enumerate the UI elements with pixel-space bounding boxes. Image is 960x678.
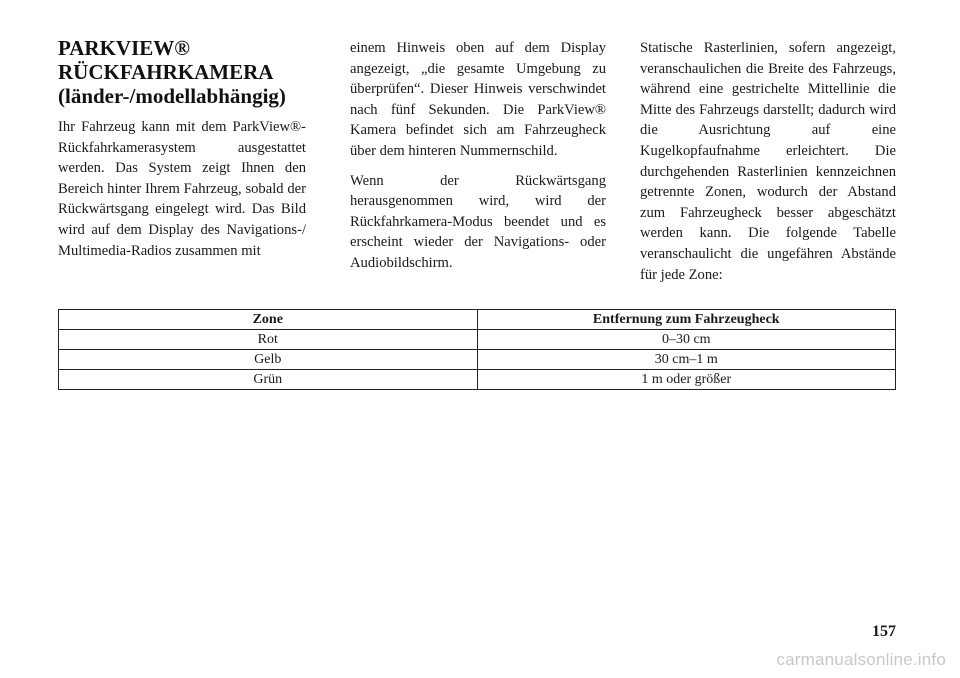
page-title [58, 36, 306, 108]
paragraph: Wenn der Rückwärtsgang herausgenommen wird, wird der Rückfahrkamera-Modus beendet und es erscheint wieder der Navigations- oder Audiobildschirm. [350, 172, 606, 271]
zone-distance-table [58, 309, 896, 390]
column-header: Entfernung zum Fahrzeugheck [477, 310, 896, 330]
table-cell: Grün [59, 370, 478, 390]
watermark: carmanualsonline.info [776, 650, 946, 669]
table-cell: Gelb [59, 350, 478, 370]
title-line-2: RÜCKFAHRKAMERA [58, 60, 274, 84]
right-column [640, 38, 896, 294]
middle-column [350, 38, 606, 283]
paragraph: einem Hinweis oben auf dem Display angezeigt, „die gesamte Umgebung zu überprüfen“. Dieser Hinweis verschwindet nach fünf Sekunden. Die ParkView® Kamera befindet sich am Fahrzeugheck über dem hinteren Nummernschild. [350, 40, 606, 159]
title-line-1: PARKVIEW® [58, 36, 190, 60]
title-line-3: (länder-/modellabhängig) [58, 84, 286, 108]
table-cell: 30 cm–1 m [477, 350, 896, 370]
left-column [58, 36, 306, 270]
table-cell: 1 m oder größer [477, 370, 896, 390]
table-row [59, 330, 896, 350]
paragraph: Statische Rasterlinien, sofern angezeigt, veranschaulichen die Breite des Fahrzeugs, während eine gestrichelte Mittellinie die Mitte des Fahrzeugs darstellt; dadurch wird die Ausrichtung auf eine Kugelkopfaufnahme erleichtert. Die durchgehenden Rasterlinien kennzeichnen getrennte Zonen, wodurch der Abstand zum Fahrzeugheck besser abgeschätzt werden kann. Die folgende Tabelle veranschaulicht die ungefähren Abstände für jede Zone: [640, 40, 896, 283]
table-row [59, 350, 896, 370]
table-row [59, 370, 896, 390]
table-header-row [59, 310, 896, 330]
table-cell: 0–30 cm [477, 330, 896, 350]
table-cell: Rot [59, 330, 478, 350]
column-header: Zone [59, 310, 478, 330]
paragraph: Ihr Fahrzeug kann mit dem ParkView®-Rückfahrkamerasystem ausgestattet werden. Das System zeigt Ihnen den Bereich hinter Ihrem Fahrzeug, sobald der Rückwärtsgang eingelegt wird. Das Bild wird auf dem Display des Navigations-/ Multimedia-Radios zusammen mit [58, 119, 306, 259]
page-number: 157 [872, 623, 896, 640]
